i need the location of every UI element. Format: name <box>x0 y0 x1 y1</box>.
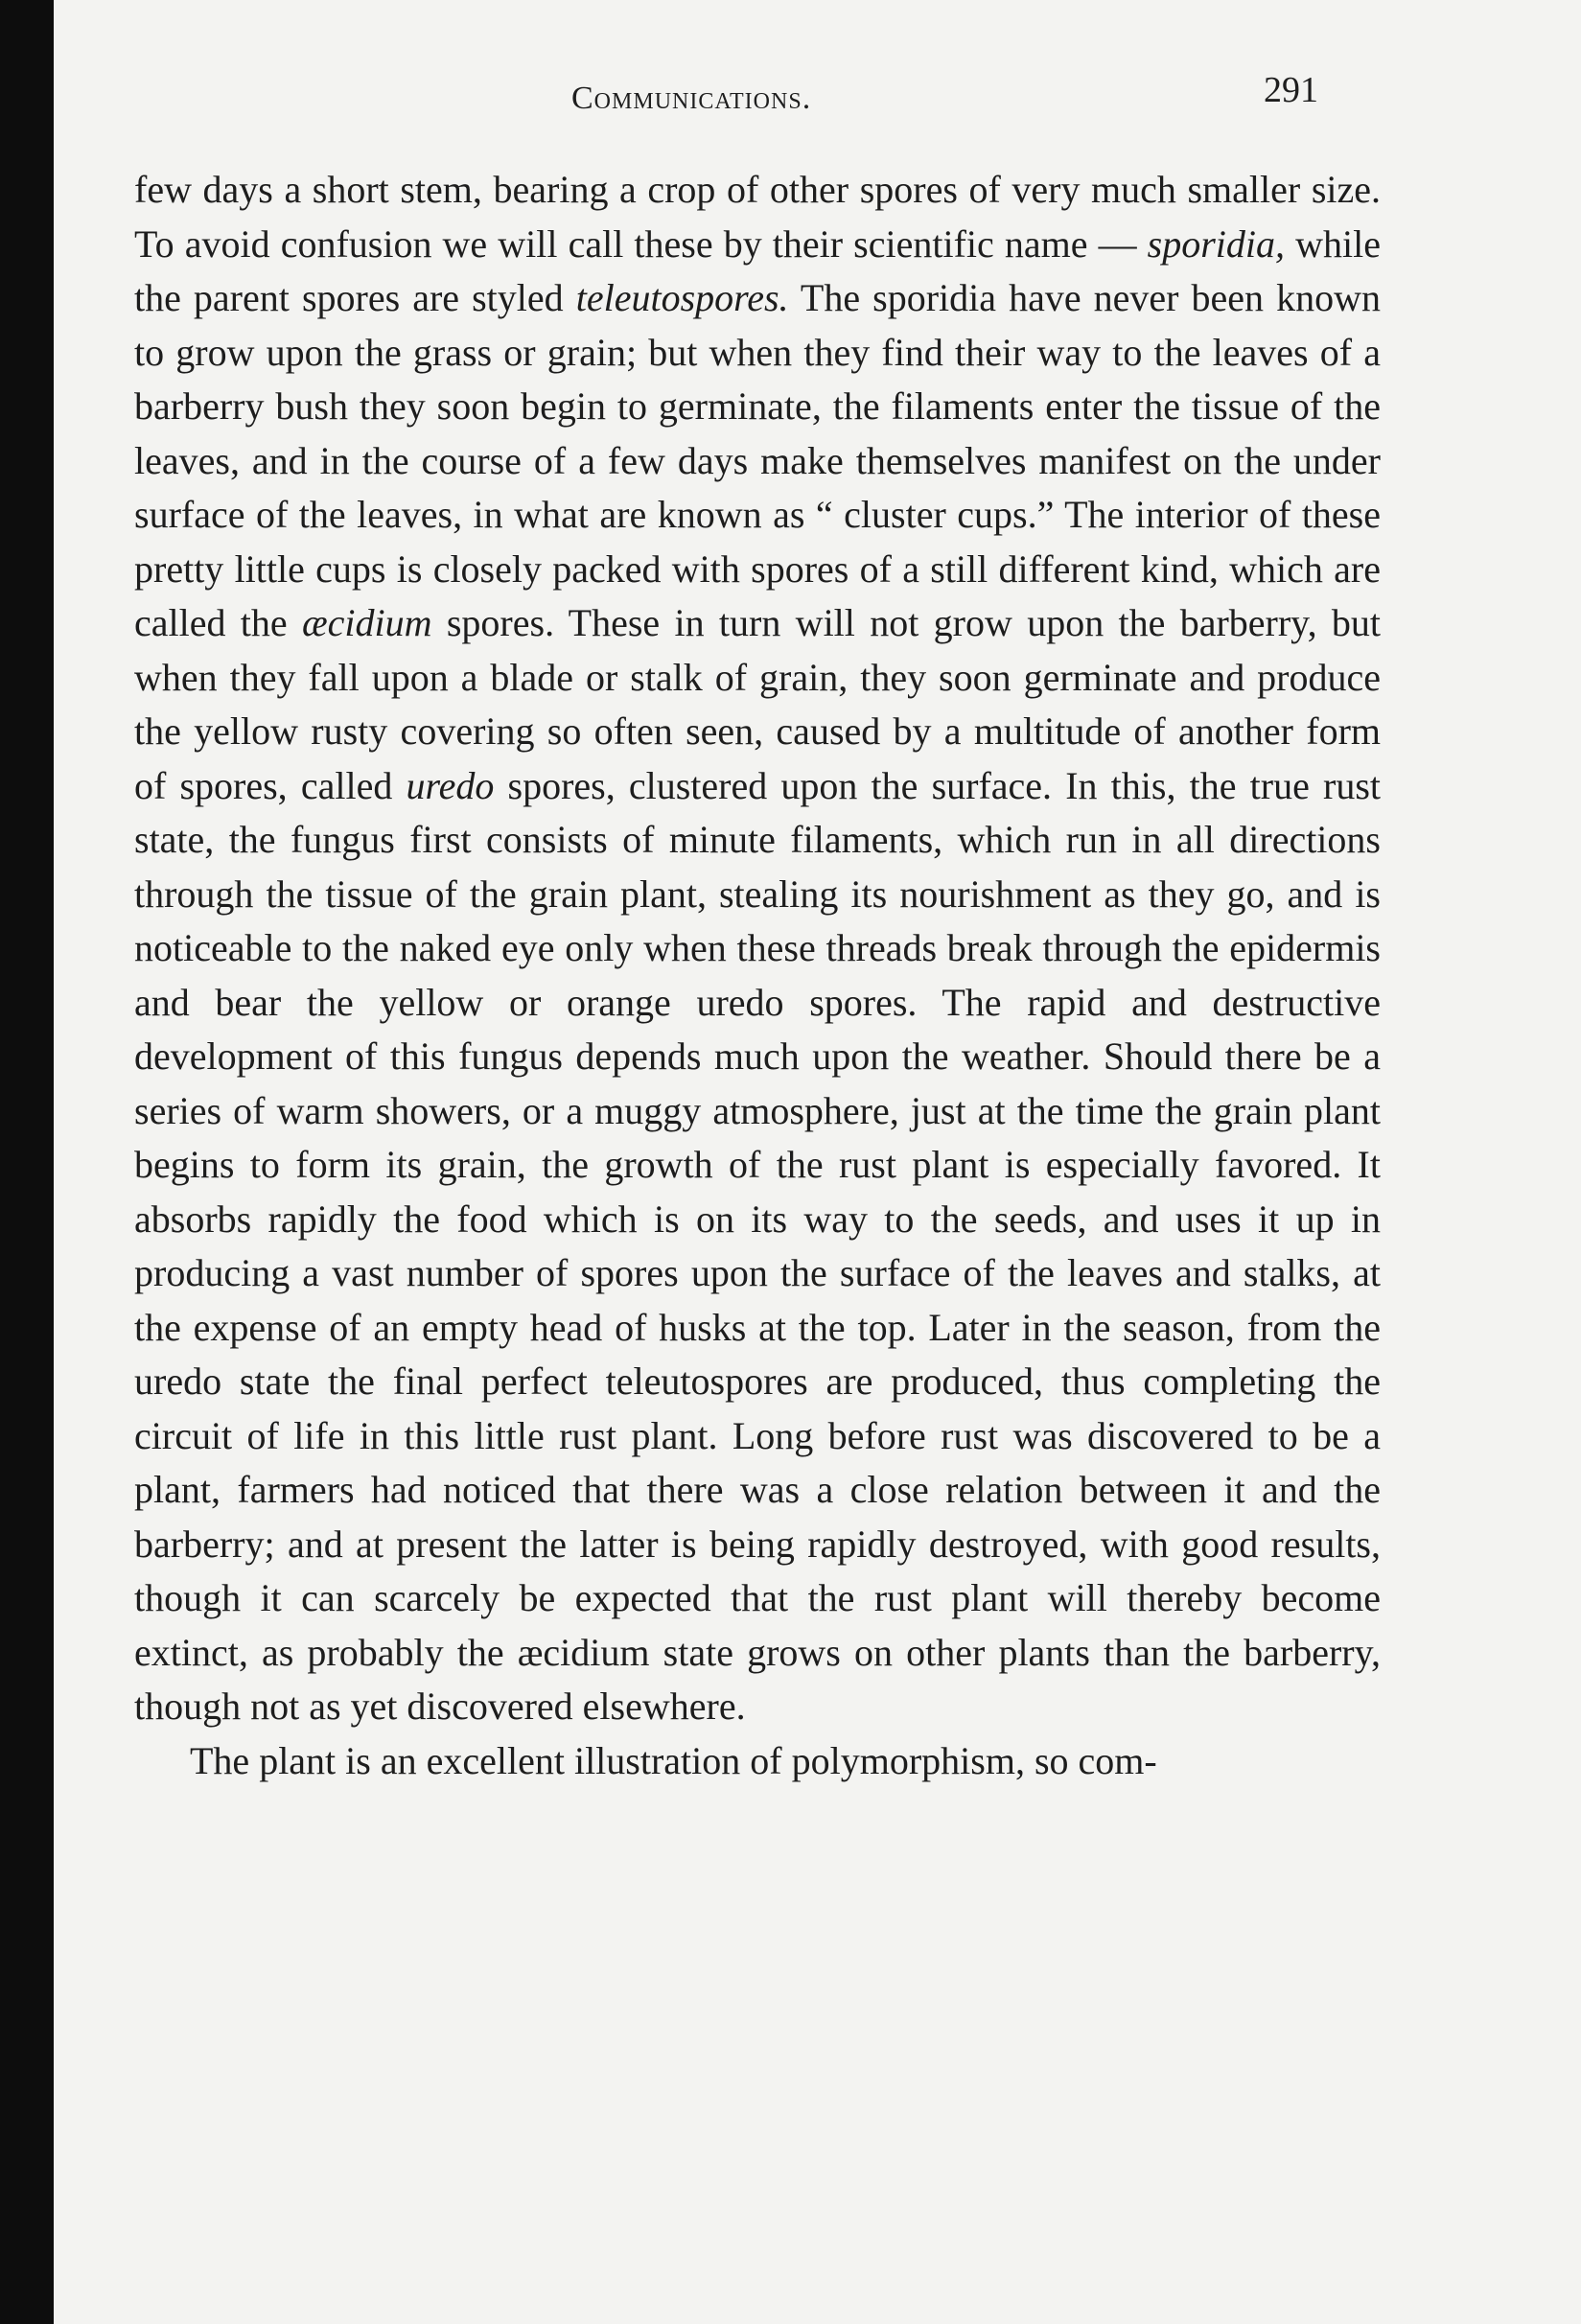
book-page <box>54 0 1581 2324</box>
body-text <box>134 163 1381 1788</box>
text-run: spores, clustered upon the surface. In this, the true rust state, the fungus first consists of minute filaments, which run in all directions through the tissue of the grain plant, stealing its nourishment as they go, and is noticeable to the naked eye only when these threads break through the epidermis and bear the yellow or orange uredo spores. The rapid and destructive development of this fungus depends much upon the weather. Should there be a series of warm showers, or a muggy atmosphere, just at the time the grain plant begins to form its grain, the growth of the rust plant is especially favored. It absorbs rapidly the food which is on its way to the seeds, and uses it up in producing a vast number of spores upon the surface of the leaves and stalks, at the expense of an empty head of husks at the top. Later in the season, from the uredo state the final perfect teleutospores are produced, thus completing the circuit of life in this little rust plant. Long before rust was discovered to be a plant, farmers had noticed that there was a close relation between it and the barberry; and at present the latter is being rapidly destroyed, with good results, though it can scarcely be expected that the rust plant will thereby become extinct, as probably the æcidium state grows on other plants than the barberry, though not as yet discovered elsewhere. <box>134 763 1382 1728</box>
italic-term-sporidia: sporidia, <box>1147 221 1286 266</box>
page-binding-edge <box>0 0 54 2324</box>
italic-term-teleutospores: teleutospores. <box>575 276 789 319</box>
running-head <box>54 69 1581 117</box>
text-run: while the parent spores are styled <box>134 221 1381 319</box>
paragraph <box>134 163 1381 1734</box>
text-run: The sporidia have never been known to grow upon the grass or grain; but when they find their way to the leaves of a barberry bush they soon begin to germinate, the filaments enter the tissue of the leaves, and in the course of a few days make themselves manifest on the under surface of the leaves, in what are known as “ cluster cups.” The interior of these pretty little cups is closely packed with spores of a still different kind, which are called the <box>134 276 1382 644</box>
paragraph <box>134 1734 1381 1789</box>
text-run: few days a short stem, bearing a crop of other spores of very much smaller size. To avoid confusion we will call these by their scientific name — <box>134 168 1381 266</box>
running-title: Communications. <box>571 81 812 116</box>
italic-term-aecidium: æcidium <box>302 601 432 644</box>
page-number: 291 <box>1264 70 1318 110</box>
text-run: The plant is an excellent illustration of polymorphism, so com- <box>190 1738 1157 1782</box>
text-run: spores. These in turn will not grow upon the barberry, but when they fall upon a blade or stalk of grain, they soon germinate and produce the yellow rusty covering so often seen, caused by a multitude of another form of spores, called <box>134 601 1382 807</box>
italic-term-uredo: uredo <box>406 763 495 807</box>
